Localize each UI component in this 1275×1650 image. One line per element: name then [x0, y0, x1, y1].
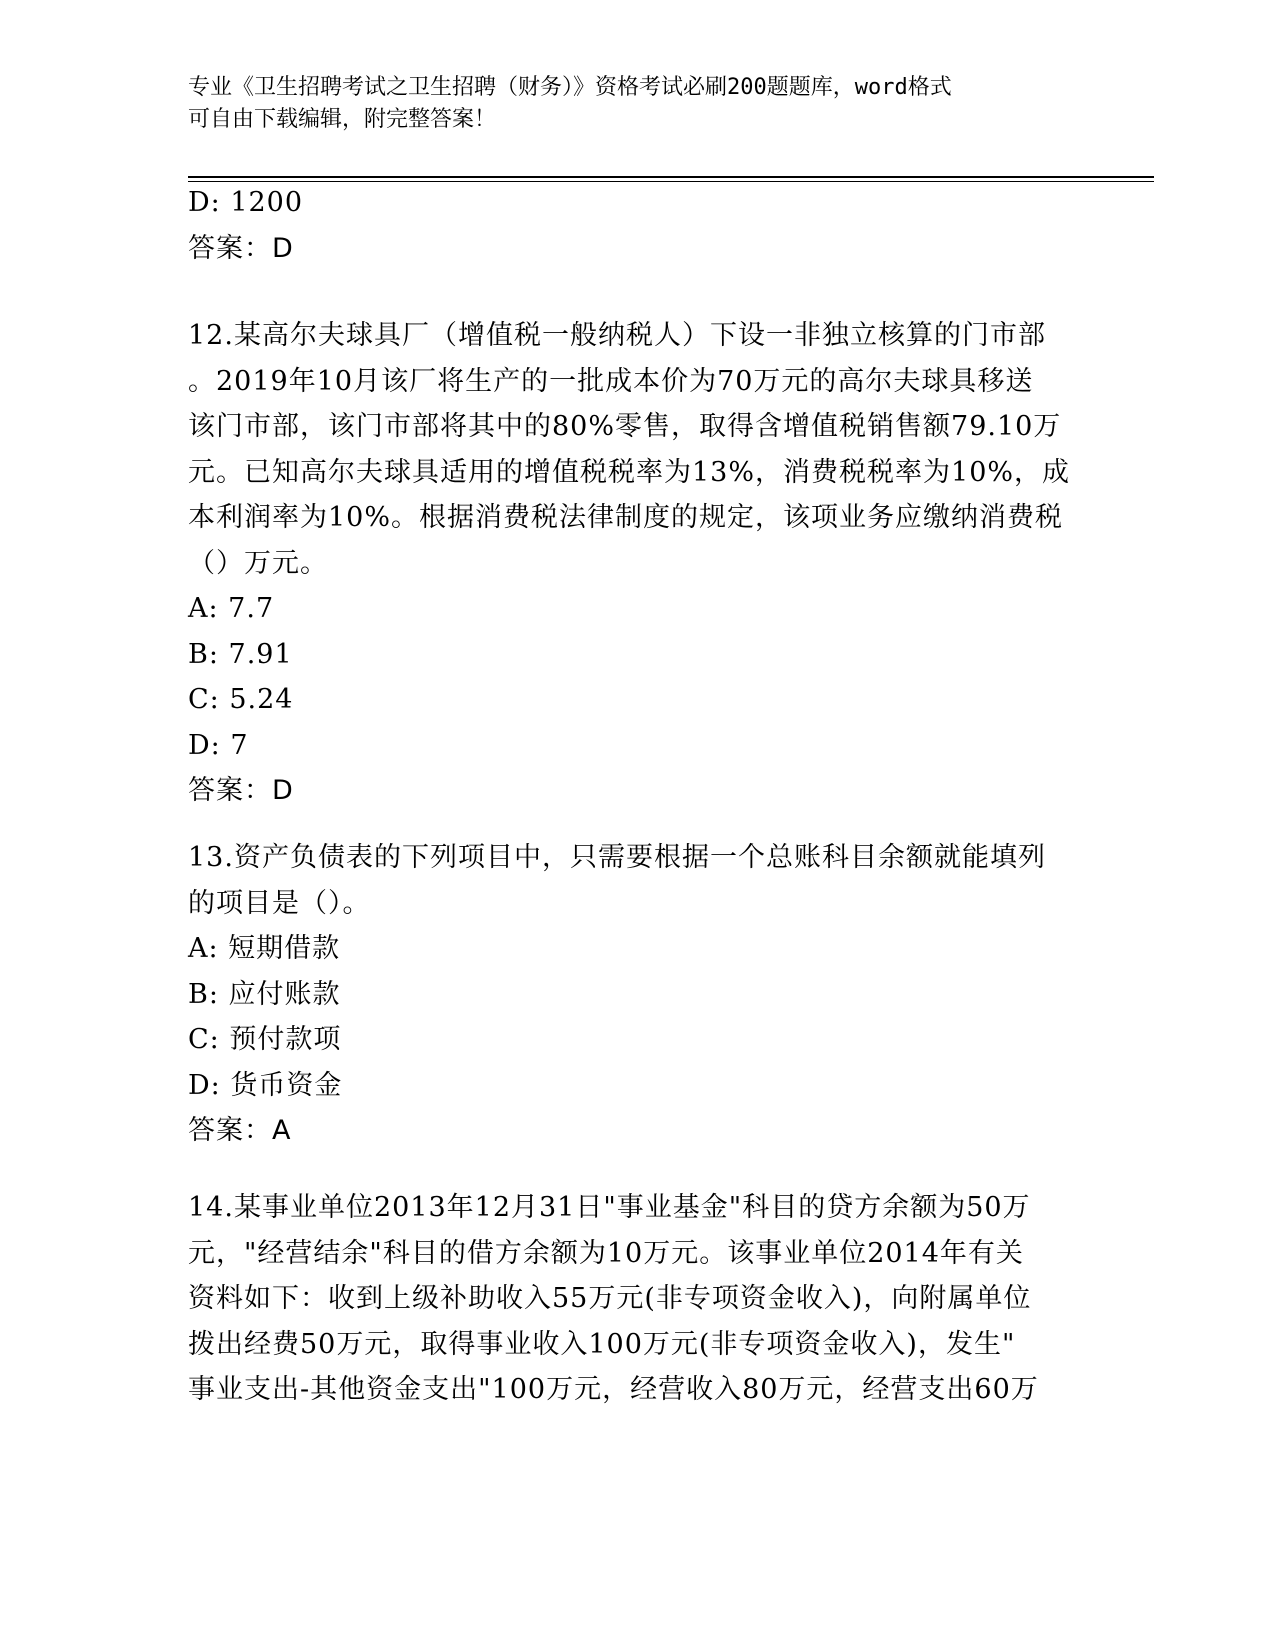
question-text-line: 元，"经营结余"科目的借方余额为10万元。该事业单位2014年有关	[188, 1237, 1024, 1269]
question-text-line: 12.某高尔夫球具厂（增值税一般纳税人）下设一非独立核算的门市部	[188, 320, 1046, 351]
question-text-line: 13.资产负债表的下列项目中，只需要根据一个总账科目余额就能填列	[188, 842, 1046, 873]
question-text-line: （）万元。	[188, 547, 328, 579]
question-14	[188, 1185, 1078, 1413]
option-c: C: 预付款项	[188, 1024, 342, 1055]
question-text-line: 拨出经费50万元，取得事业收入100万元(非专项资金收入)，发生"	[188, 1328, 1016, 1360]
answer: 答案：A	[188, 1115, 292, 1146]
question-text-line: 14.某事业单位2013年12月31日"事业基金"科目的贷方余额为50万	[188, 1192, 1031, 1223]
header-line-1: 专业《卫生招聘考试之卫生招聘（财务）》资格考试必刷200题题库，word格式	[188, 75, 952, 100]
option-c: C: 5.24	[188, 684, 294, 715]
question-text-line: 资料如下：收到上级补助收入55万元(非专项资金收入)，向附属单位	[188, 1283, 1032, 1314]
header-line-2: 可自由下载编辑，附完整答案！	[188, 107, 497, 132]
option-d: D: 货币资金	[188, 1069, 343, 1101]
question-text-line: 元。已知高尔夫球具适用的增值税税率为13%，消费税税率为10%，成	[188, 456, 1071, 488]
previous-question-tail	[188, 180, 1078, 271]
option-a: A: 短期借款	[188, 933, 341, 964]
option-d: D: 1200	[188, 187, 304, 218]
option-b: B: 应付账款	[188, 978, 341, 1010]
header-divider	[188, 176, 1154, 178]
question-text-line: 事业支出-其他资金支出"100万元，经营收入80万元，经营支出60万	[188, 1374, 1039, 1405]
question-text-line: 本利润率为10%。根据消费税法律制度的规定，该项业务应缴纳消费税	[188, 502, 1064, 533]
answer: 答案：D	[188, 232, 294, 264]
option-b: B: 7.91	[188, 638, 293, 670]
question-text-line: 的项目是（）。	[188, 887, 371, 919]
question-13	[188, 835, 1078, 1154]
option-d: D: 7	[188, 729, 249, 761]
option-a: A: 7.7	[188, 593, 275, 624]
answer: 答案：D	[188, 775, 294, 806]
document-header	[188, 72, 1088, 136]
question-text-line: 该门市部，该门市部将其中的80%零售，取得含增值税销售额79.10万	[188, 411, 1062, 442]
question-12	[188, 313, 1078, 814]
question-text-line: 。2019年10月该厂将生产的一批成本价为70万元的高尔夫球具移送	[188, 365, 1034, 397]
